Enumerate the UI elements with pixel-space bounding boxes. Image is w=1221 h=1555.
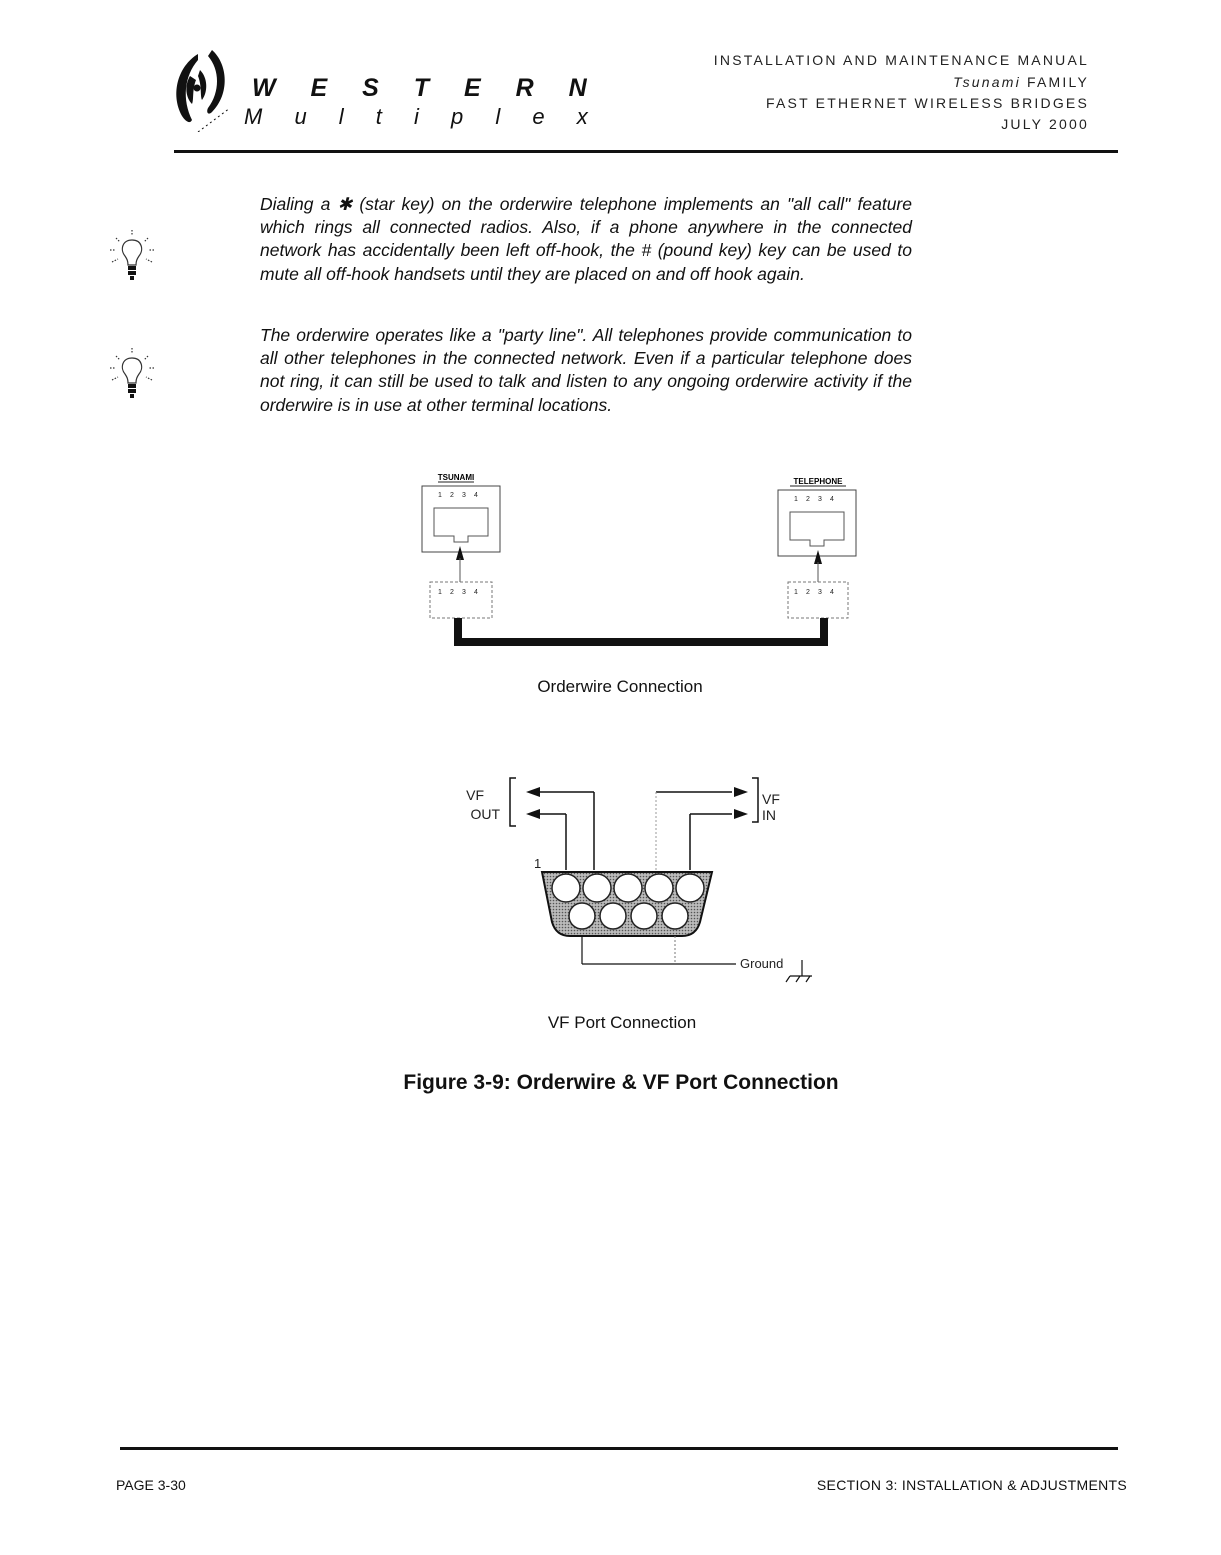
svg-text:4: 4 bbox=[830, 589, 834, 596]
orderwire-connection-diagram bbox=[410, 470, 870, 660]
orderwire-caption: Orderwire Connection bbox=[537, 677, 703, 696]
logo-subwordmark: M u l t i p l e x bbox=[244, 104, 601, 129]
svg-text:3: 3 bbox=[462, 492, 466, 499]
logo-wordmark: W E S T E R N bbox=[252, 74, 601, 102]
svg-text:2: 2 bbox=[450, 589, 454, 596]
svg-text:1: 1 bbox=[438, 589, 442, 596]
pin-one-label: 1 bbox=[534, 856, 542, 871]
ground-label: Ground bbox=[740, 956, 784, 971]
product-family bbox=[953, 74, 1089, 90]
product-family-name: Tsunami bbox=[953, 74, 1021, 90]
svg-text:1: 1 bbox=[794, 589, 798, 596]
tsunami-jack-pins bbox=[438, 492, 478, 499]
section-title: SECTION 3: INSTALLATION & ADJUSTMENTS bbox=[816, 1477, 1127, 1493]
vf-in-label-2: IN bbox=[762, 807, 776, 823]
western-multiplex-logo-icon bbox=[168, 46, 248, 132]
orderwire-cable bbox=[458, 618, 824, 642]
product-line: FAST ETHERNET WIRELESS BRIDGES bbox=[766, 95, 1089, 111]
party-line-paragraph: The orderwire operates like a "party line". All telephones provide communication to all other telephones in the connected network. Even if a particular telephone does not ring, it can still be used to talk and listen to any ongoing orderwire activity if the orderwire is in use at other terminal locations. bbox=[260, 325, 912, 415]
telephone-jack-pins bbox=[794, 496, 834, 503]
telephone-label: TELEPHONE bbox=[793, 477, 843, 486]
lightbulb-icon bbox=[108, 228, 156, 286]
vf-out-label: VF bbox=[466, 787, 484, 803]
svg-text:1: 1 bbox=[438, 492, 442, 499]
lightbulb-icon bbox=[108, 346, 156, 404]
header-divider bbox=[174, 150, 1118, 153]
svg-text:4: 4 bbox=[474, 492, 478, 499]
star-key-paragraph: Dialing a ✱ (star key) on the orderwire telephone implements an "all call" feature which rings all connected radios. Also, if a phone anywhere in the connected network has accidentally been left off-hook, the # (pound key) key can be used to mute all off-hook handsets until they are placed on and off hook again. bbox=[260, 194, 912, 284]
svg-text:3: 3 bbox=[462, 589, 466, 596]
svg-text:3: 3 bbox=[818, 589, 822, 596]
svg-text:2: 2 bbox=[450, 492, 454, 499]
footer-divider bbox=[120, 1447, 1118, 1450]
product-family-suffix: FAMILY bbox=[1020, 74, 1089, 90]
ground-icon bbox=[786, 960, 812, 982]
tsunami-plug bbox=[430, 582, 492, 618]
figure-title: Figure 3-9: Orderwire & VF Port Connection bbox=[403, 1071, 839, 1094]
vf-out-label-2: OUT bbox=[470, 806, 500, 822]
db9-top-pins bbox=[552, 874, 704, 902]
svg-text:4: 4 bbox=[474, 589, 478, 596]
telephone-plug bbox=[788, 582, 848, 618]
svg-text:2: 2 bbox=[806, 496, 810, 503]
vf-in-label: VF bbox=[762, 791, 780, 807]
vf-port-connection-diagram bbox=[450, 770, 840, 990]
svg-text:1: 1 bbox=[794, 496, 798, 503]
tsunami-label: TSUNAMI bbox=[437, 473, 475, 482]
manual-title: INSTALLATION AND MAINTENANCE MANUAL bbox=[713, 52, 1089, 68]
svg-text:2: 2 bbox=[806, 589, 810, 596]
page-number: PAGE 3-30 bbox=[116, 1477, 186, 1493]
vf-port-caption: VF Port Connection bbox=[547, 1013, 697, 1032]
svg-text:3: 3 bbox=[818, 496, 822, 503]
svg-text:4: 4 bbox=[830, 496, 834, 503]
publication-date: JULY 2000 bbox=[1001, 116, 1089, 132]
